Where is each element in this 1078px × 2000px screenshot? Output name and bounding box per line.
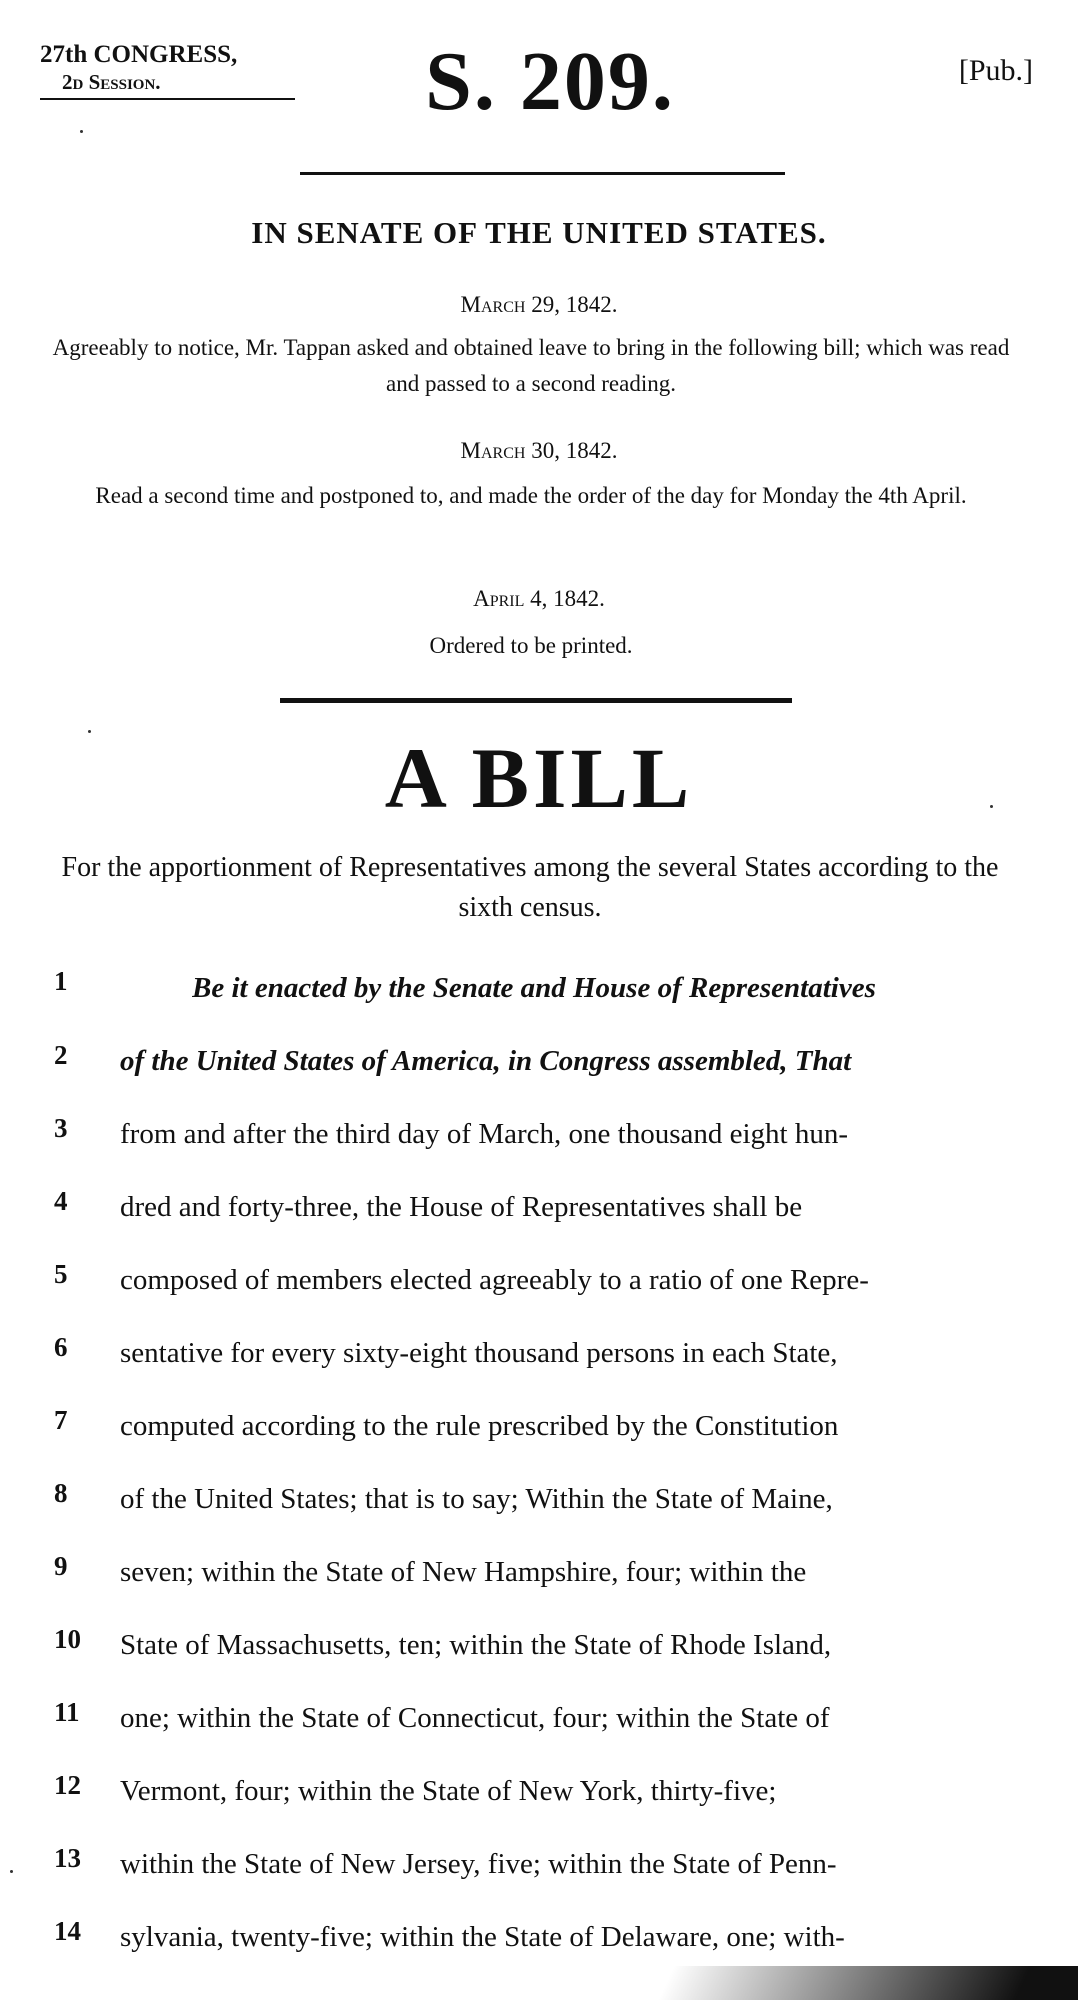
line-number: 2 bbox=[54, 1040, 68, 1070]
bill-line: from and after the third day of March, one thousand eight hun- bbox=[120, 1118, 849, 1150]
bill-line: dred and forty-three, the House of Representatives shall be bbox=[120, 1191, 803, 1223]
bill-line: Vermont, four; within the State of New York, thirty-five; bbox=[120, 1775, 777, 1807]
scan-speck bbox=[88, 730, 91, 733]
bill-line: seven; within the State of New Hampshire, four; within the bbox=[120, 1556, 807, 1588]
line-number: 7 bbox=[54, 1405, 68, 1435]
bill-line: one; within the State of Connecticut, four; within the State of bbox=[120, 1702, 830, 1734]
bill-line: computed according to the rule prescribed by the Constitution bbox=[120, 1410, 839, 1442]
scan-edge-shadow bbox=[658, 1966, 1078, 2000]
bill-line: of the United States; that is to say; Within the State of Maine, bbox=[120, 1483, 833, 1515]
line-number: 4 bbox=[54, 1186, 68, 1216]
bill-line: sentative for every sixty-eight thousand persons in each State, bbox=[120, 1337, 838, 1369]
line-number: 8 bbox=[54, 1478, 68, 1508]
section-divider bbox=[280, 698, 792, 703]
bill-line: within the State of New Jersey, five; within the State of Penn- bbox=[120, 1848, 837, 1880]
bill-line: sylvania, twenty-five; within the State of Delaware, one; with- bbox=[120, 1921, 845, 1953]
entry-date: March 30, 1842. bbox=[460, 438, 618, 463]
entry-text: Agreeably to notice, Mr. Tappan asked and obtained leave to bring in the following bill; which was read and passed to a second reading. bbox=[52, 335, 1010, 396]
bill-title: A BILL bbox=[384, 730, 694, 826]
header-divider bbox=[300, 172, 785, 175]
scan-speck bbox=[80, 130, 83, 133]
scan-speck bbox=[10, 1870, 13, 1873]
line-number: 10 bbox=[54, 1624, 81, 1654]
publication-mark: [Pub.] bbox=[958, 54, 1033, 87]
line-number: 13 bbox=[54, 1843, 81, 1873]
line-number: 11 bbox=[54, 1697, 80, 1727]
bill-purpose: For the apportionment of Representatives among the several States according to the sixth census. bbox=[61, 852, 999, 923]
line-number: 5 bbox=[54, 1259, 68, 1289]
entry-text: Read a second time and postponed to, and made the order of the day for Monday the 4th April. bbox=[95, 483, 967, 508]
entry-date: April 4, 1842. bbox=[473, 586, 605, 611]
entry-text: Ordered to be printed. bbox=[429, 633, 633, 658]
line-number: 3 bbox=[54, 1113, 68, 1143]
congress-label: 27th CONGRESS, bbox=[40, 41, 238, 68]
entry-date: March 29, 1842. bbox=[460, 292, 618, 317]
bill-line: Be it enacted by the Senate and House of Representatives bbox=[192, 972, 876, 1004]
line-number: 6 bbox=[54, 1332, 68, 1362]
congress-session-block bbox=[40, 40, 295, 100]
bill-line: composed of members elected agreeably to a ratio of one Repre- bbox=[120, 1264, 869, 1296]
line-number: 12 bbox=[54, 1770, 81, 1800]
line-number: 1 bbox=[54, 966, 68, 996]
session-label: 2d Session. bbox=[62, 70, 161, 94]
line-number: 9 bbox=[54, 1551, 68, 1581]
bill-line: of the United States of America, in Congress assembled, That bbox=[120, 1045, 852, 1077]
scan-speck bbox=[990, 805, 993, 808]
session-underline bbox=[40, 98, 295, 100]
bill-line: State of Massachusetts, ten; within the State of Rhode Island, bbox=[120, 1629, 832, 1661]
line-number: 14 bbox=[54, 1916, 81, 1946]
senate-heading: IN SENATE OF THE UNITED STATES. bbox=[251, 215, 827, 250]
bill-number: S. 209. bbox=[425, 35, 675, 128]
